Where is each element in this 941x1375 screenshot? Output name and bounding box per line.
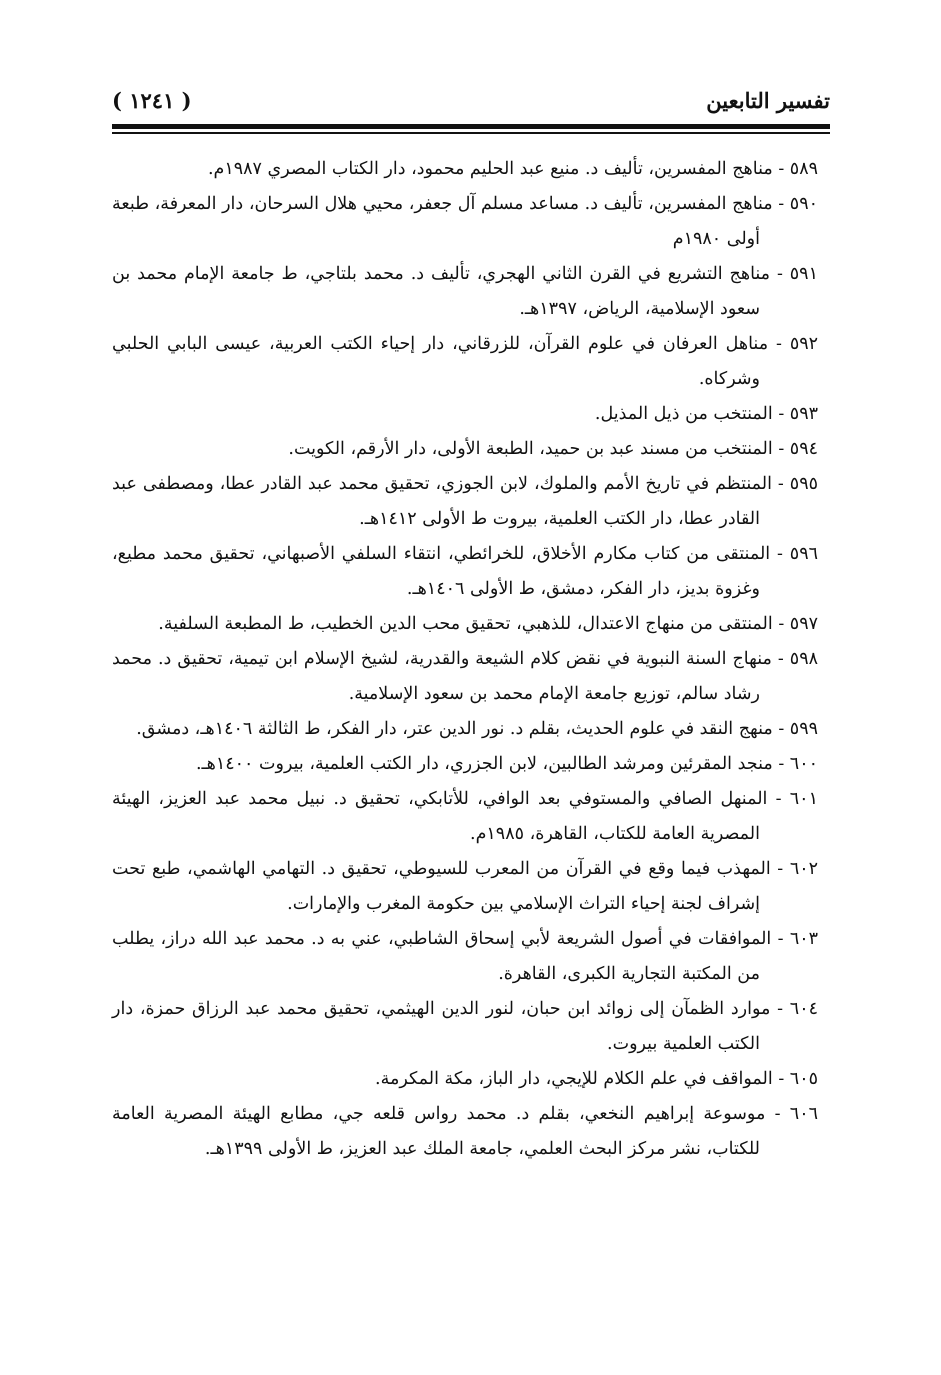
entry-number: ٥٩٣: [789, 404, 818, 424]
entry-text: المنتقى من كتاب مكارم الأخلاق، للخرائطي، انتقاء السلفي الأصبهاني، تحقيق محمد مطيع، وغزوة بديز، دار الفكر، دمشق، ط الأولى ١٤٠٦هـ.: [112, 544, 771, 599]
entry-text: منهاج السنة النبوية في نقض كلام الشيعة والقدرية، لشيخ الإسلام ابن تيمية، تحقيق د. محمد رشاد سالم، توزيع جامعة الإمام محمد بن سعود الإسلامية.: [112, 649, 772, 704]
bibliography-entry: ٦٠٣ - الموافقات في أصول الشريعة لأبي إسحاق الشاطبي، عني به د. محمد عبد الله دراز، يطلب من المكتبة التجارية الكبرى، القاهرة.: [112, 929, 819, 984]
bibliography-entry: ٦٠٢ - المهذب فيما وقع في القرآن من المعرب للسيوطي، تحقيق د. التهامي الهاشمي، طبع تحت إشراف لجنة إحياء التراث الإسلامي بين حكومة المغرب والإمارات.: [112, 859, 819, 914]
entry-text: مناهج المفسرين، تأليف د. منيع عبد الحليم محمود، دار الكتاب المصري ١٩٨٧م.: [207, 159, 773, 179]
header-rule-thin: [112, 132, 830, 134]
bibliography-entry: ٦٠٤ - موارد الظمآن إلى زوائد ابن حبان، لنور الدين الهيثمي، تحقيق محمد عبد الرزاق حمزة، دار الكتب العلمية بيروت.: [112, 999, 818, 1054]
bibliography-list: [112, 152, 818, 1167]
bibliography-entry: ٦٠٥ - المواقف في علم الكلام للإيجي، دار الباز، مكة المكرمة.: [375, 1069, 818, 1089]
entry-text: المنهل الصافي والمستوفي بعد الوافي، للأتابكي، تحقيق د. نبيل محمد عبد العزيز، الهيئة المصرية العامة للكتاب، القاهرة، ١٩٨٥م.: [112, 789, 768, 844]
entry-number: ٥٩٩: [789, 719, 818, 739]
entry-text: منجد المقرئين ومرشد الطالبين، لابن الجزري، دار الكتب العلمية، بيروت ١٤٠٠هـ.: [195, 754, 773, 774]
entry-text: مناهج المفسرين، تأليف د. مساعد مسلم آل جعفر، محيي هلال السرحان، دار المعرفة، طبعة أولى ١٩٨٠م: [112, 194, 773, 249]
entry-number: ٥٩٠: [789, 194, 818, 214]
bibliography-entry: ٥٩٠ - مناهج المفسرين، تأليف د. مساعد مسلم آل جعفر، محيي هلال السرحان، دار المعرفة، طبعة أولى ١٩٨٠م: [112, 194, 818, 249]
bibliography-entry: ٥٩٢ - مناهل العرفان في علوم القرآن، للزرقاني، دار إحياء الكتب العربية، عيسى البابي الحلبي وشركاه.: [112, 334, 819, 389]
bibliography-entry: ٥٩٣ - المنتخب من ذيل المذيل.: [594, 404, 818, 424]
entry-number: ٦٠٤: [789, 999, 818, 1019]
entry-text: المواقف في علم الكلام للإيجي، دار الباز، مكة المكرمة.: [375, 1069, 773, 1089]
entry-text: موسوعة إبراهيم النخعي، بقلم د. محمد رواس قلعه جي، مطابع الهيئة المصرية العامة للكتاب، نشر مركز البحث العلمي، جامعة الملك عبد العزيز، ط الأولى ١٣٩٩هـ.: [112, 1104, 766, 1159]
entry-text: موارد الظمآن إلى زوائد ابن حبان، لنور الدين الهيثمي، تحقيق محمد عبد الرزاق حمزة، دار الكتب العلمية بيروت.: [112, 999, 771, 1054]
entry-text: منهج النقد في علوم الحديث، بقلم د. نور الدين عتر، دار الفكر، ط الثالثة ١٤٠٦هـ، دمشق.: [136, 719, 773, 739]
entry-number: ٦٠٥: [789, 1069, 818, 1089]
bibliography-entry: ٥٩١ - مناهج التشريع في القرن الثاني الهجري، تأليف د. محمد بلتاجي، ط جامعة الإمام محمد بن سعود الإسلامية، الرياض، ١٣٩٧هـ.: [112, 264, 818, 319]
entry-number: ٦٠٣: [789, 929, 819, 949]
bibliography-entry: ٥٩٧ - المنتقى من منهاج الاعتدال، للذهبي، تحقيق محب الدين الخطيب، ط المطبعة السلفية.: [158, 614, 818, 634]
entry-text: مناهل العرفان في علوم القرآن، للزرقاني، دار إحياء الكتب العربية، عيسى البابي الحلبي وشركاه.: [112, 334, 769, 389]
bibliography-entry: ٥٩٦ - المنتقى من كتاب مكارم الأخلاق، للخرائطي، انتقاء السلفي الأصبهاني، تحقيق محمد مطيع، وغزوة بديز، دار الفكر، دمشق، ط الأولى ١٤٠٦هـ.: [112, 544, 818, 599]
entry-number: ٦٠٦: [789, 1104, 818, 1124]
entry-number: ٥٩١: [789, 264, 818, 284]
entry-text: الموافقات في أصول الشريعة لأبي إسحاق الشاطبي، عني به د. محمد عبد الله دراز، يطلب من المكتبة التجارية الكبرى، القاهرة.: [112, 929, 772, 984]
entry-number: ٦٠٢: [789, 859, 819, 879]
entry-number: ٥٩٥: [789, 474, 818, 494]
entry-number: ٥٨٩: [789, 159, 818, 179]
entry-number: ٥٩٦: [789, 544, 818, 564]
bibliography-entry: ٥٩٥ - المنتظم في تاريخ الأمم والملوك، لابن الجوزي، تحقيق محمد عبد القادر عطا، ومصطفى عبد القادر عطا، دار الكتب العلمية، بيروت ط الأولى ١٤١٢هـ.: [112, 474, 818, 529]
bibliography-entry: ٥٩٩ - منهج النقد في علوم الحديث، بقلم د. نور الدين عتر، دار الفكر، ط الثالثة ١٤٠٦هـ، دمشق.: [136, 719, 818, 739]
entry-text: المنتظم في تاريخ الأمم والملوك، لابن الجوزي، تحقيق محمد عبد القادر عطا، ومصطفى عبد القادر عطا، دار الكتب العلمية، بيروت ط الأولى ١٤١٢هـ.: [112, 474, 772, 529]
bibliography-entry: ٦٠٦ - موسوعة إبراهيم النخعي، بقلم د. محمد رواس قلعه جي، مطابع الهيئة المصرية العامة للكتاب، نشر مركز البحث العلمي، جامعة الملك عبد العزيز، ط الأولى ١٣٩٩هـ.: [112, 1104, 818, 1159]
bibliography-entry: ٥٩٨ - منهاج السنة النبوية في نقض كلام الشيعة والقدرية، لشيخ الإسلام ابن تيمية، تحقيق د. محمد رشاد سالم، توزيع جامعة الإمام محمد بن سعود الإسلامية.: [112, 649, 818, 704]
entry-number: ٦٠١: [789, 789, 818, 809]
entry-number: ٥٩٢: [789, 334, 819, 354]
bibliography-entry: ٥٩٤ - المنتخب من مسند عبد بن حميد، الطبعة الأولى، دار الأرقم، الكويت.: [288, 439, 818, 459]
page-number: ( ١٢٤١ ): [112, 88, 192, 113]
entry-number: ٦٠٠: [789, 754, 818, 774]
entry-text: المنتقى من منهاج الاعتدال، للذهبي، تحقيق محب الدين الخطيب، ط المطبعة السلفية.: [158, 614, 773, 634]
running-title: تفسير التابعين: [706, 88, 830, 113]
page-header: [112, 82, 830, 122]
entry-number: ٥٩٤: [789, 439, 818, 459]
bibliography-entry: ٥٨٩ - مناهج المفسرين، تأليف د. منيع عبد الحليم محمود، دار الكتاب المصري ١٩٨٧م.: [207, 159, 818, 179]
entry-number: ٥٩٨: [789, 649, 818, 669]
header-rule-thick: [112, 124, 830, 129]
entry-number: ٥٩٧: [789, 614, 818, 634]
entry-text: مناهج التشريع في القرن الثاني الهجري، تأليف د. محمد بلتاجي، ط جامعة الإمام محمد بن سعود الإسلامية، الرياض، ١٣٩٧هـ.: [112, 264, 771, 319]
entry-text: المنتخب من مسند عبد بن حميد، الطبعة الأولى، دار الأرقم، الكويت.: [288, 439, 773, 459]
entry-text: المهذب فيما وقع في القرآن من المعرب للسيوطي، تحقيق د. التهامي الهاشمي، طبع تحت إشراف لجنة إحياء التراث الإسلامي بين حكومة المغرب والإمارات.: [112, 859, 771, 914]
bibliography-entry: ٦٠١ - المنهل الصافي والمستوفي بعد الوافي، للأتابكي، تحقيق د. نبيل محمد عبد العزيز، الهيئة المصرية العامة للكتاب، القاهرة، ١٩٨٥م.: [112, 789, 818, 844]
entry-text: المنتخب من ذيل المذيل.: [594, 404, 773, 424]
bibliography-entry: ٦٠٠ - منجد المقرئين ومرشد الطالبين، لابن الجزري، دار الكتب العلمية، بيروت ١٤٠٠هـ.: [195, 754, 818, 774]
